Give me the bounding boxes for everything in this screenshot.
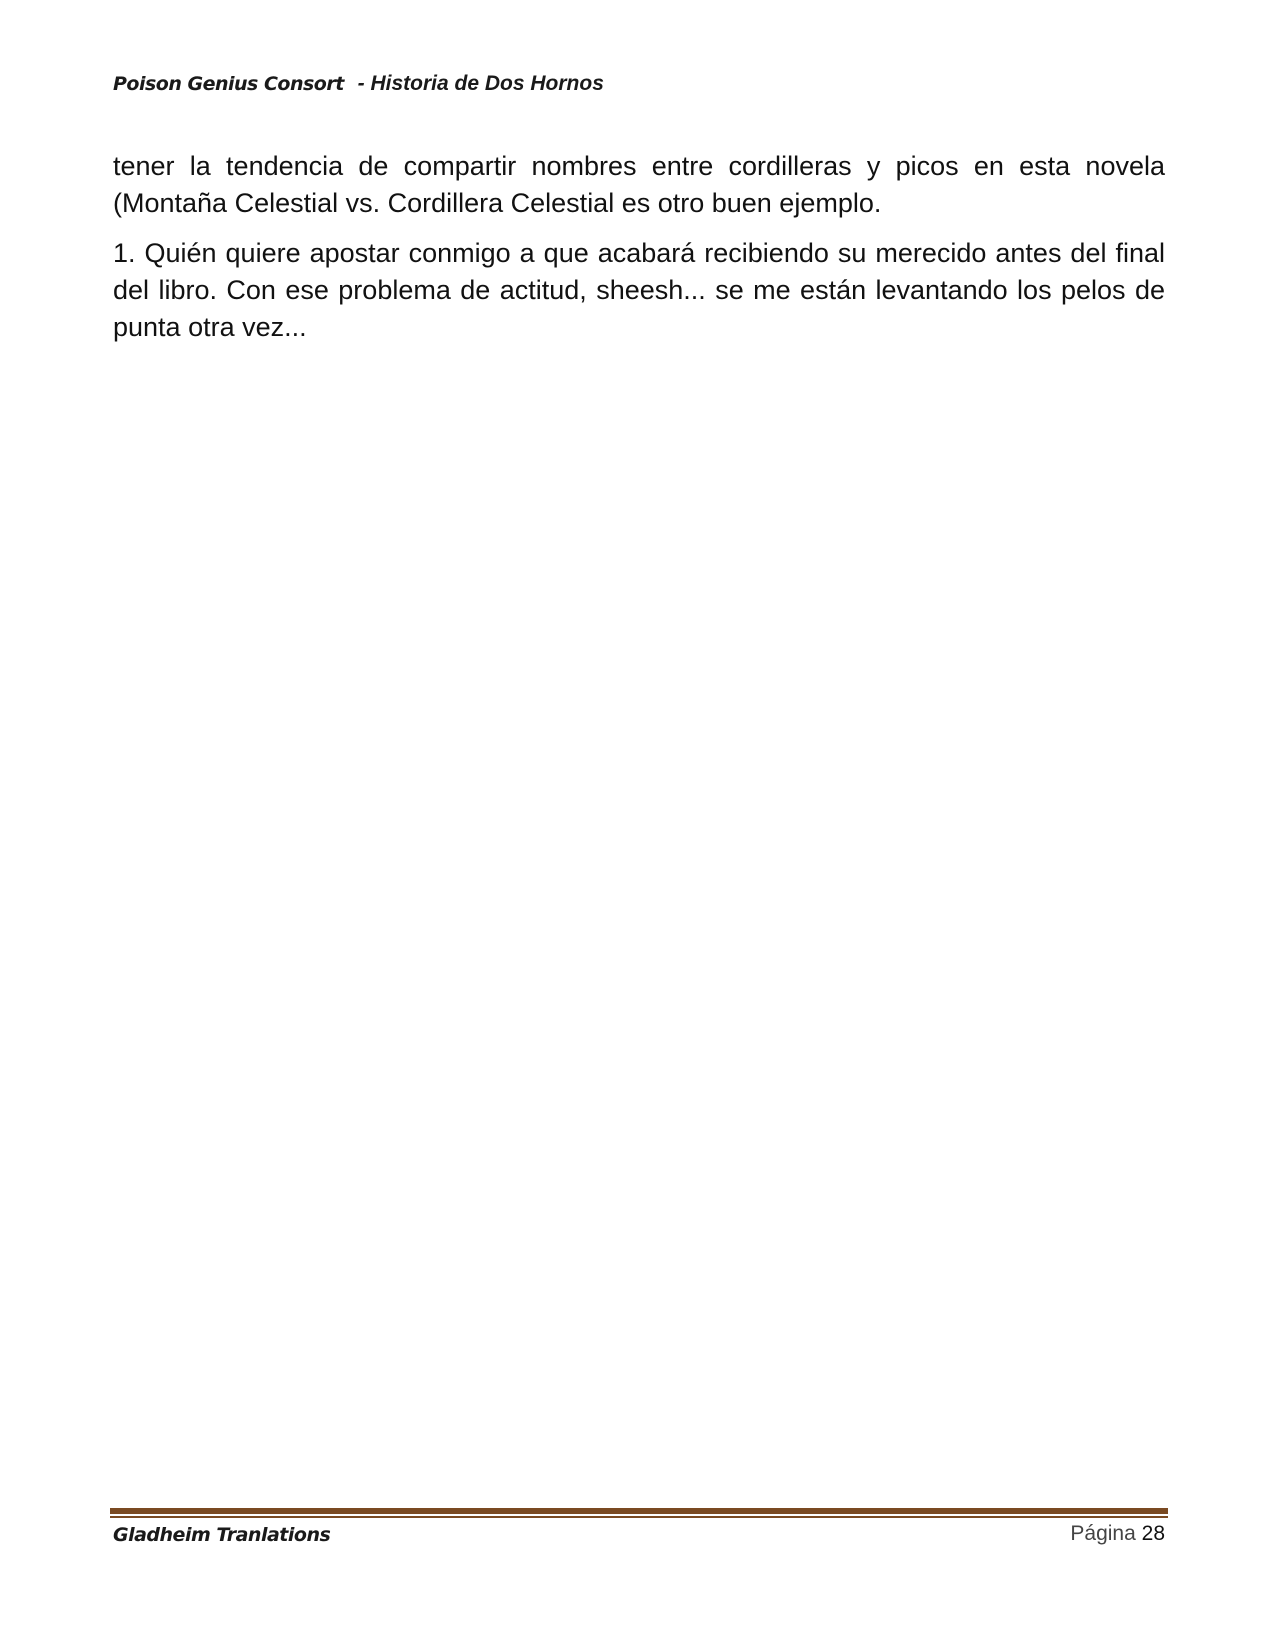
page-body [113,148,1165,359]
header-series-name: Poison Genius Consort [113,73,344,95]
page-label: Página [1070,1522,1136,1545]
body-paragraph: tener la tendencia de compartir nombres entre cordilleras y picos en esta novela (Montaña Celestial vs. Cordillera Celestial es otro buen ejemplo. [113,151,1165,218]
footer-divider [110,1508,1168,1518]
body-paragraph: 1. Quién quiere apostar conmigo a que acabará recibiendo su merecido antes del final del libro. Con ese problema de actitud, sheesh... se me están levantando los pelos de punta otra vez... [113,238,1165,342]
header-chapter-title: Historia de Dos Hornos [370,72,604,95]
running-header [113,72,604,96]
page-number-label [1070,1522,1165,1546]
footer-publisher: Gladheim Tranlations [113,1524,331,1546]
page-number: 28 [1141,1522,1165,1545]
header-separator: - [357,72,365,95]
